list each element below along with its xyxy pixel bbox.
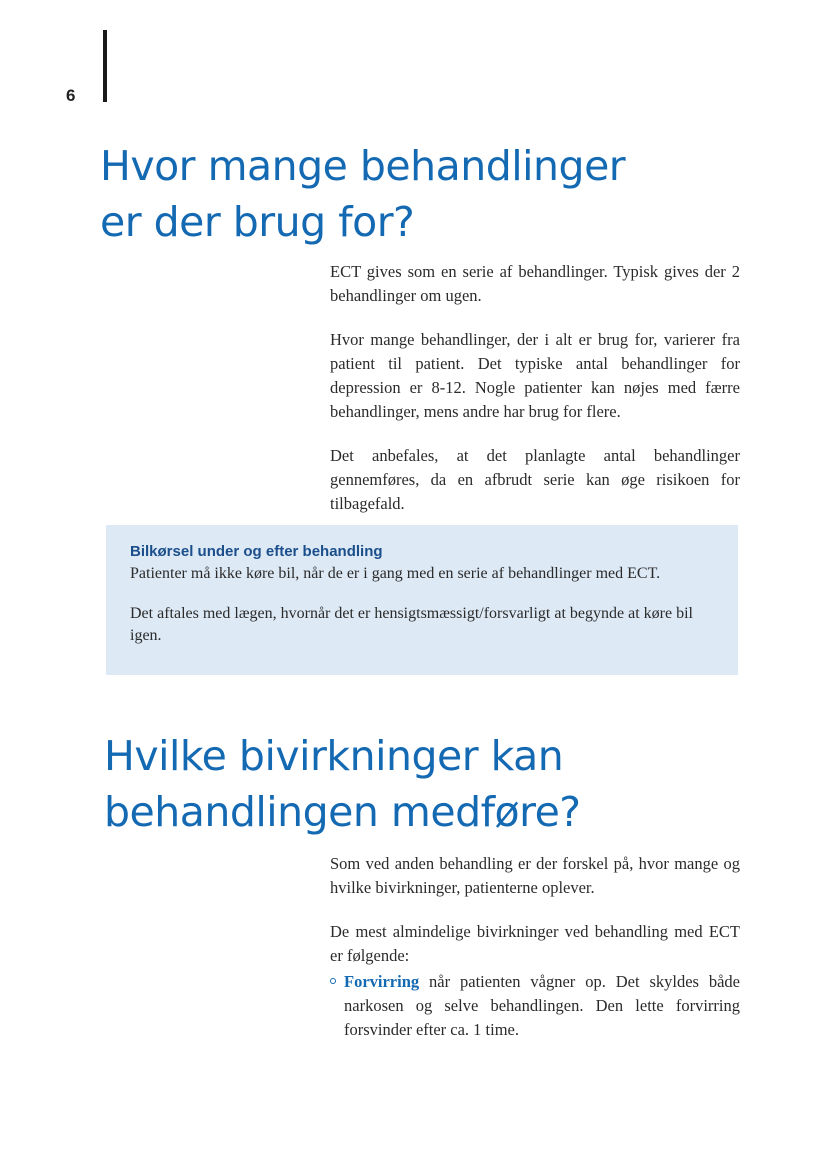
callout-paragraph: Det aftales med lægen, hvornår det er hensigtsmæssigt/forsvarligt at begynde at køre bil igen. [130, 605, 693, 644]
section-heading-treatments [100, 138, 720, 250]
section-body-treatments [330, 260, 740, 536]
list-item [330, 970, 740, 1042]
callout-paragraph: Patienter må ikke køre bil, når de er i gang med en serie af behandlinger med ECT. [130, 565, 661, 582]
callout-title: Bilkørsel under og efter behandling [130, 543, 383, 560]
margin-rule [103, 30, 107, 102]
paragraph: Som ved anden behandling er der forskel på, hvor mange og hvilke bivirkninger, patienterne oplever. [330, 854, 740, 897]
list-item-text: når patienten vågner op. Det skyldes både narkosen og selve behandlingen. Den lette forvirring forsvinder efter ca. 1 time. [344, 972, 740, 1039]
side-effects-list [330, 970, 740, 1042]
paragraph: De mest almindelige bivirkninger ved behandling med ECT er følgende: [330, 922, 740, 965]
paragraph: Det anbefales, at det planlagte antal behandlinger gennemføres, da en afbrudt serie kan øge risikoen for tilbagefald. [330, 446, 740, 513]
heading-line: Hvor mange behandlinger [100, 142, 626, 190]
info-callout-box [106, 525, 738, 675]
paragraph: Hvor mange behandlinger, der i alt er brug for, varierer fra patient til patient. Det typiske antal behandlinger for depression er 8-12. Nogle patienter kan nøjes med færre behandlinger, mens andre har brug for flere. [330, 330, 740, 421]
section-body-side-effects [330, 852, 740, 1042]
section-heading-side-effects [104, 728, 744, 840]
bullet-circle-icon [330, 978, 336, 984]
heading-line: er der brug for? [100, 198, 415, 246]
paragraph: ECT gives som en serie af behandlinger. Typisk gives der 2 behandlinger om ugen. [330, 262, 740, 305]
heading-line: Hvilke bivirkninger kan [104, 732, 564, 780]
page-number: 6 [66, 86, 76, 105]
heading-line: behandlingen medføre? [104, 788, 581, 836]
list-item-term: Forvirring [344, 972, 420, 991]
